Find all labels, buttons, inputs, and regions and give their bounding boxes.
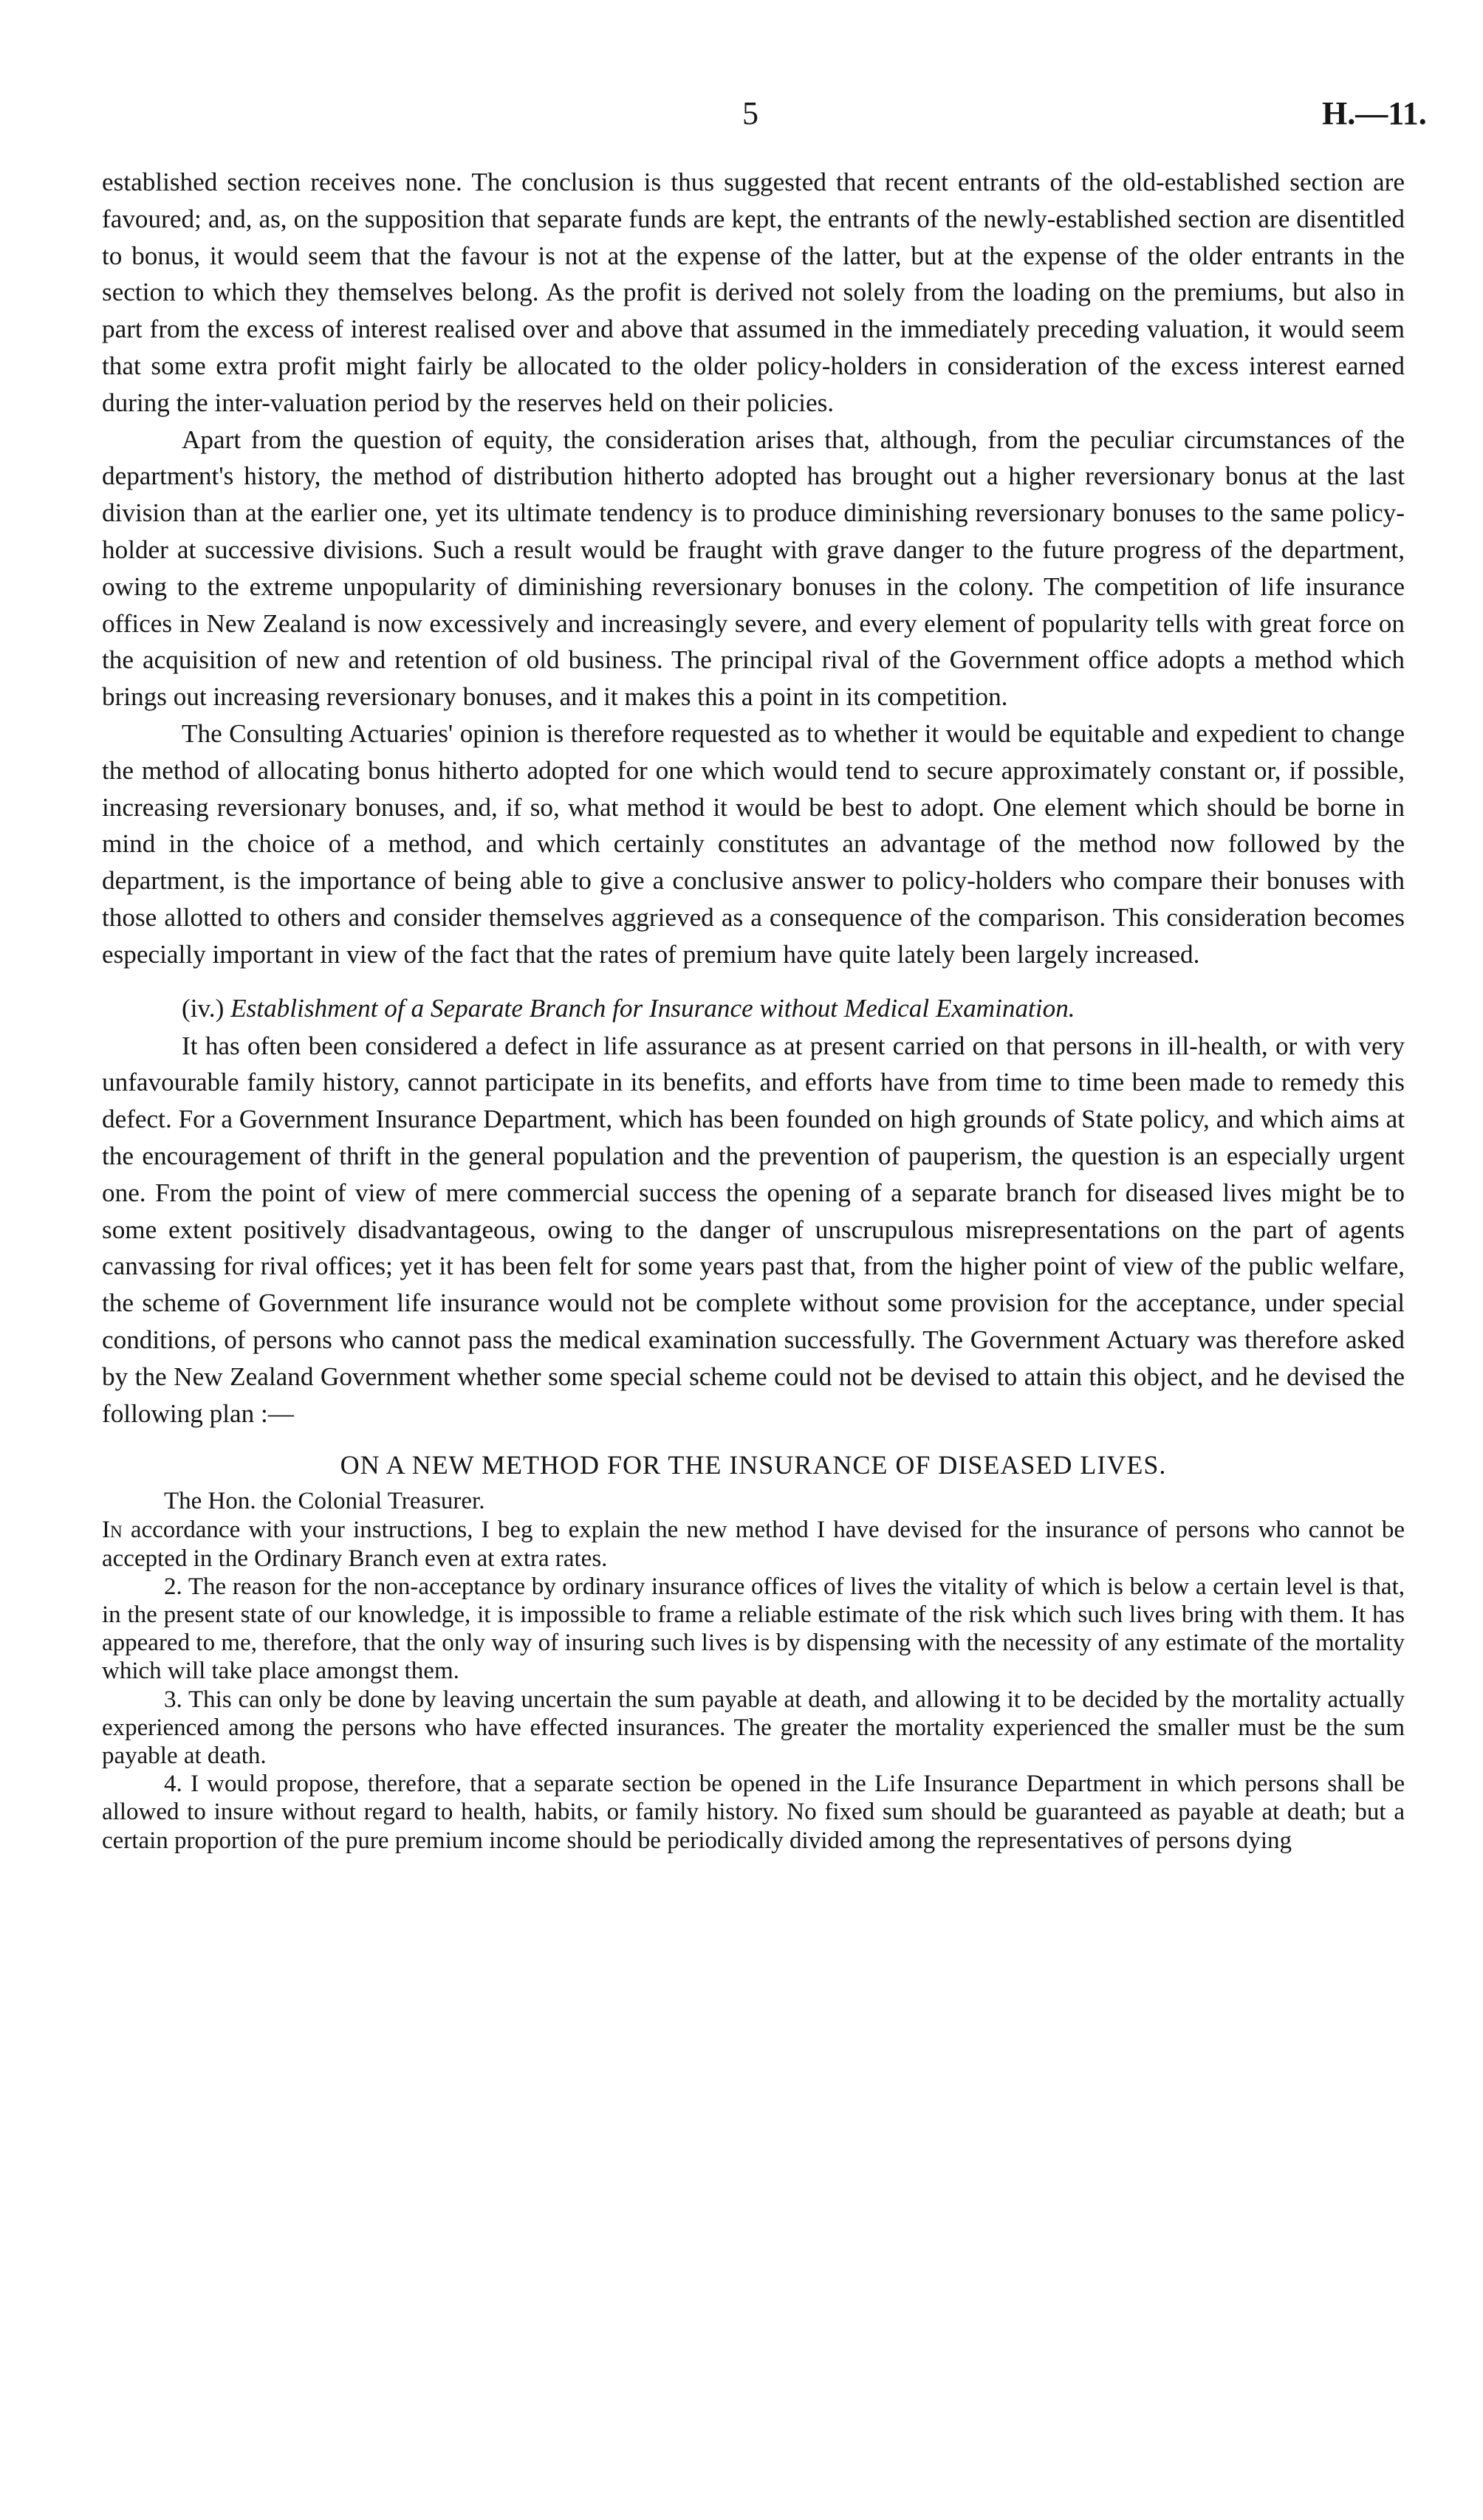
section-iv-title: Establishment of a Separate Branch for Insurance without Medical Examination. (230, 993, 1075, 1023)
memo-item-4: 4. I would propose, therefore, that a separate section be opened in the Life Insurance Department in which persons shall be allowed to insure without regard to health, habits, or family history. No fixed sum should be guaranteed as payable at death; but a certain proportion of the pure premium income should be periodically divided among the representatives of persons dying (102, 1771, 1405, 1854)
body-text (102, 164, 1405, 1855)
memo-addressee: The Hon. the Colonial Treasurer. (164, 1488, 485, 1515)
paragraph-consulting-actuaries: The Consulting Actuaries' opinion is therefore requested as to whether it would be equitable and expedient to change the method of allocating bonus hitherto adopted for one which would tend to secure approximately constant or, if possible, increasing reversionary bonuses, and, if so, what method it would be best to adopt. One element which should be borne in mind in the choice of a method, and which certainly constitutes an advantage of the method now followed by the department, is the importance of being able to give a conclusive answer to policy-holders who compare their bonuses with those allotted to others and consider themselves aggrieved as a consequence of the comparison. This consideration becomes especially important in view of the fact that the rates of premium have quite lately been largely increased. (102, 718, 1405, 969)
memo-item-2: 2. The reason for the non-acceptance by ordinary insurance offices of lives the vitality of which is below a certain level is that, in the present state of our knowledge, it is impossible to frame a reliable estimate of the risk which such lives bring with them. It has appeared to me, therefore, that the only way of insuring such lives is by dispensing with the necessity of any estimate of the mortality which will take place amongst them. (102, 1573, 1405, 1685)
page-number: 5 (742, 95, 758, 131)
section-iv-number: (iv.) (182, 993, 225, 1023)
memo-opening-paragraph (102, 1516, 1405, 1572)
paragraph-equity: Apart from the question of equity, the consideration arises that, although, from the peculiar circumstances of the department's history, the method of distribution hitherto adopted has brought out a higher reversionary bonus at the last division than at the earlier one, yet its ultimate tendency is to produce diminishing reversionary bonuses to the same policy-holder at successive divisions. Such a result would be fraught with grave danger to the future progress of the department, owing to the extreme unpopularity of diminishing reversionary bonuses in the colony. The competition of life insurance offices in New Zealand is now excessively and increasingly severe, and every element of popularity tells with great force on the acquisition of new and retention of old business. The principal rival of the Government office adopts a method which brings out increasing reversionary bonuses, and it makes this a point in its competition. (102, 425, 1405, 712)
paragraph-diseased-lives: It has often been considered a defect in life assurance as at present carried on that persons in ill-health, or with very unfavourable family history, cannot participate in its benefits, and efforts have from time to time been made to remedy this defect. For a Government Insurance Department, which has been founded on high grounds of State policy, and which aims at the encouragement of thrift in the general population and the prevention of pauperism, the question is an especially urgent one. From the point of view of mere commercial success the opening of a separate branch for diseased lives might be to some extent positively disadvantageous, owing to the danger of unscrupulous misrepresentations on the part of agents canvassing for rival offices; yet it has been felt for some years past that, from the higher point of view of the public welfare, the scheme of Government life insurance would not be complete without some provision for the acceptance, under special conditions, of persons who cannot pass the medical examination successfully. The Government Actuary was therefore asked by the New Zealand Government whether some special scheme could not be devised to attain this object, and he devised the following plan :— (102, 1031, 1405, 1428)
document-reference: H.—11. (1322, 95, 1427, 131)
memo-item-3: 3. This can only be done by leaving uncertain the sum payable at death, and allowing it to be decided by the mortality actually experienced among the persons who have effected insurances. The greater the mortality experienced the smaller must be the sum payable at death. (102, 1686, 1405, 1769)
section-iv-heading (102, 989, 1405, 1028)
memo-title: ON A NEW METHOD FOR THE INSURANCE OF DISEASED LIVES. (340, 1450, 1167, 1480)
paragraph-bonus-favour: established section receives none. The conclusion is thus suggested that recent entrants of the old-established section are favoured; and, as, on the supposition that separate funds are kept, the entrants of the newly-established section are disentitled to bonus, it would seem that the favour is not at the expense of the latter, but at the expense of the older entrants in the section to which they themselves belong. As the profit is derived not solely from the loading on the premiums, but also in part from the excess of interest realised over and above that assumed in the immediately preceding valuation, it would seem that some extra profit might fairly be allocated to the older policy-holders in consideration of the excess interest earned during the inter-valuation period by the reserves held on their policies. (102, 168, 1405, 417)
memo-body (102, 1486, 1405, 1854)
memo-opening-text: accordance with your instructions, I beg to explain the new method I have devised for the insurance of persons who cannot be accepted in the Ordinary Branch even at extra rates. (102, 1517, 1405, 1572)
page-header (0, 95, 1483, 139)
memo-opening-caps: In (102, 1517, 123, 1544)
